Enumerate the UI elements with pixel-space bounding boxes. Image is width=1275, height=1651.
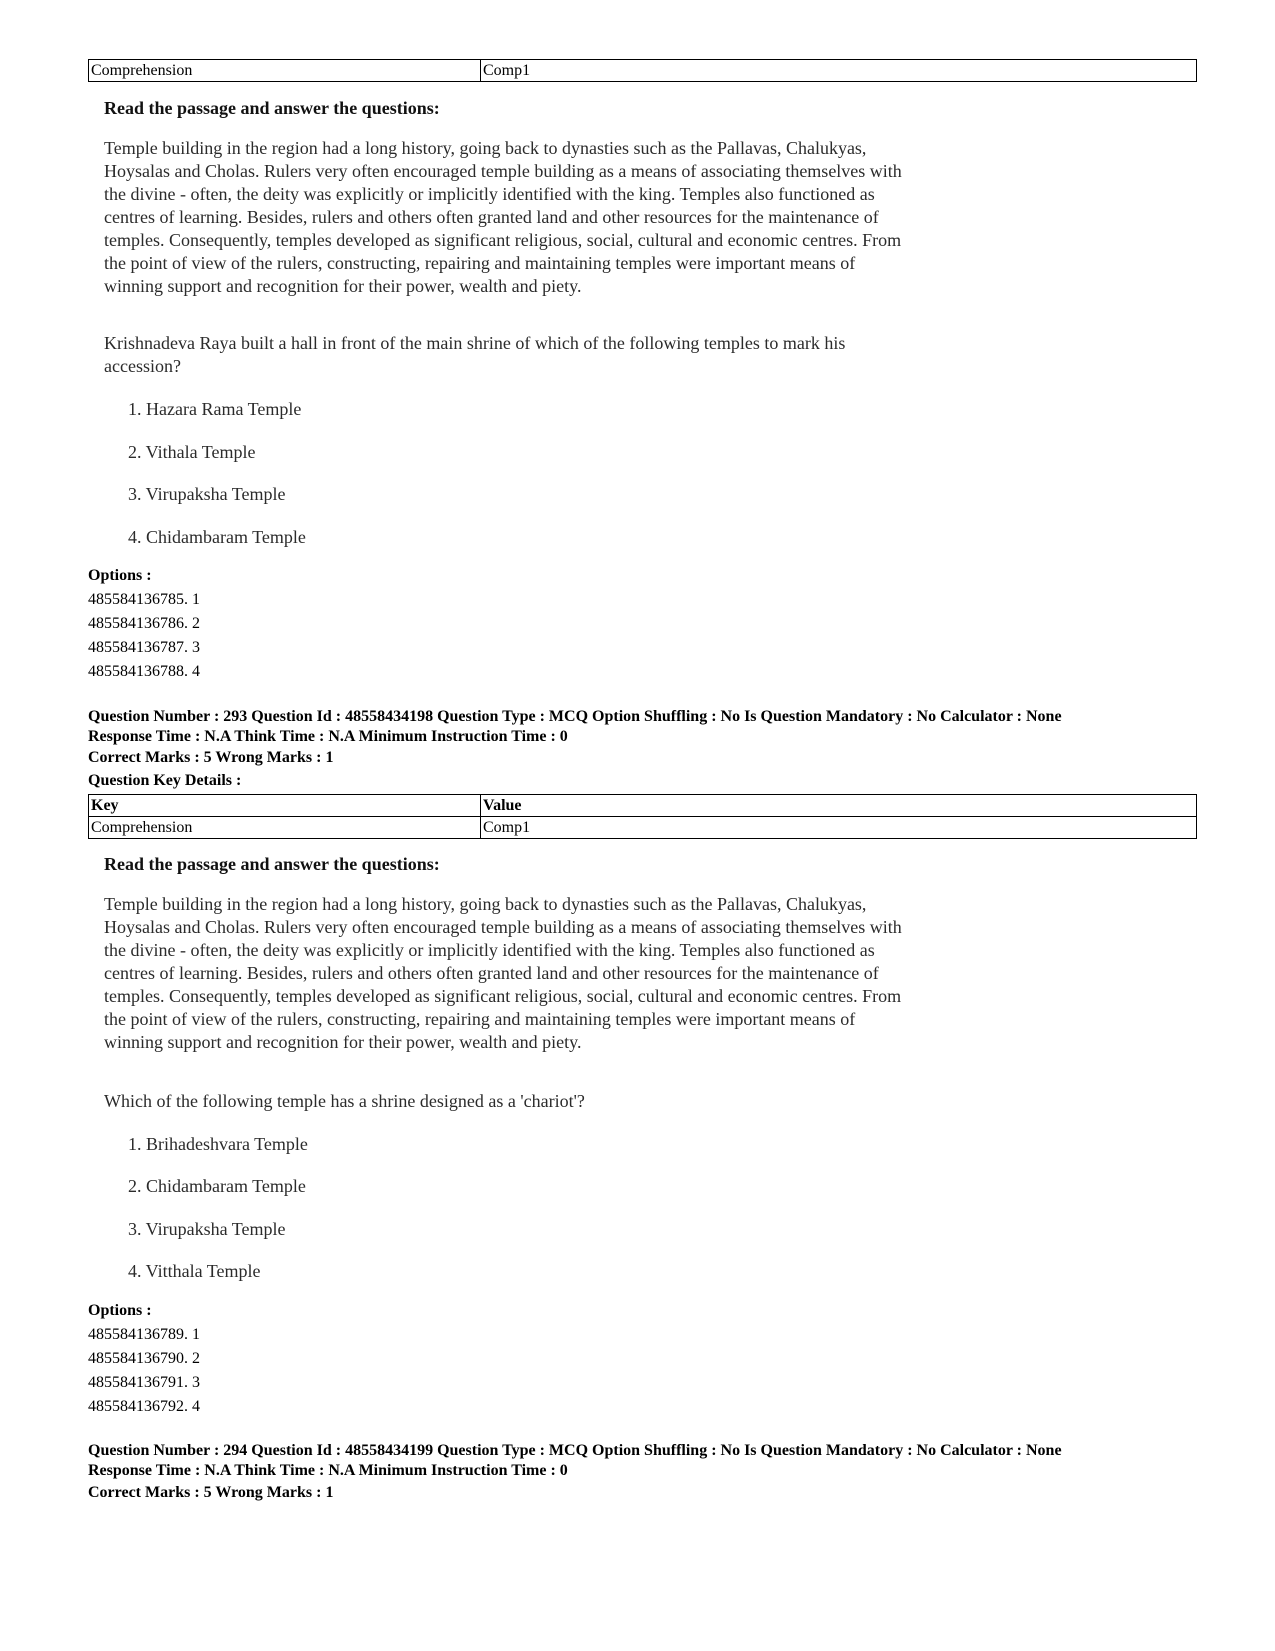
passage-line: the divine - often, the deity was explicitly or implicitly identified with the king. Temples also functioned as [104, 940, 875, 960]
choice-item: 3. Virupaksha Temple [128, 484, 286, 504]
question-text [104, 332, 924, 378]
question-key-table [88, 794, 1197, 839]
option-id: 485584136791. 3 [88, 1374, 200, 1391]
passage-line: Temple building in the region had a long history, going back to dynasties such as the Pallavas, Chalukyas, [104, 894, 867, 914]
passage [104, 97, 1004, 298]
passage-line: Temple building in the region had a long history, going back to dynasties such as the Pallavas, Chalukyas, [104, 138, 867, 158]
passage-heading: Read the passage and answer the questions: [104, 854, 440, 874]
passage-line: temples. Consequently, temples developed as significant religious, social, cultural and economic centres. From [104, 230, 902, 250]
passage-line: the point of view of the rulers, constructing, repairing and maintaining temples were important means of [104, 1009, 856, 1029]
choice-item: 2. Chidambaram Temple [128, 1176, 306, 1196]
question-text: Which of the following temple has a shrine designed as a 'chariot'? [104, 1091, 585, 1111]
table-cell-key: Comprehension [89, 817, 481, 839]
table-header-value: Value [481, 795, 1197, 817]
option-id: 485584136789. 1 [88, 1326, 200, 1343]
passage-line: the divine - often, the deity was explicitly or implicitly identified with the king. Temples also functioned as [104, 184, 875, 204]
question-meta-line: Response Time : N.A Think Time : N.A Minimum Instruction Time : 0 [88, 728, 568, 745]
question-meta [88, 1441, 1248, 1481]
table-cell-key: Comprehension [89, 60, 481, 82]
passage-line: the point of view of the rulers, constructing, repairing and maintaining temples were important means of [104, 253, 856, 273]
option-id: 485584136787. 3 [88, 639, 200, 656]
table-row [89, 60, 1197, 82]
choice-item: 4. Chidambaram Temple [128, 527, 306, 547]
question-meta-line: Question Number : 294 Question Id : 48558434199 Question Type : MCQ Option Shuffling : No Is Question Mandatory : No Calculator : None [88, 1442, 1062, 1459]
passage-body [104, 137, 1004, 298]
passage-line: winning support and recognition for their power, wealth and piety. [104, 1032, 582, 1052]
passage-line: temples. Consequently, temples developed as significant religious, social, cultural and economic centres. From [104, 986, 902, 1006]
choice-item: 1. Brihadeshvara Temple [128, 1134, 308, 1154]
question-line: accession? [104, 356, 181, 376]
choice-item: 4. Vitthala Temple [128, 1261, 261, 1281]
question-meta-line: Question Number : 293 Question Id : 48558434198 Question Type : MCQ Option Shuffling : No Is Question Mandatory : No Calculator : None [88, 708, 1062, 725]
question-line: Krishnadeva Raya built a hall in front of the main shrine of which of the following temples to mark his [104, 333, 846, 353]
passage-line: winning support and recognition for their power, wealth and piety. [104, 276, 582, 296]
options-label: Options : [88, 1302, 152, 1319]
choice-item: 3. Virupaksha Temple [128, 1219, 286, 1239]
choice-item: 1. Hazara Rama Temple [128, 399, 302, 419]
passage-body [104, 893, 1004, 1054]
options-label: Options : [88, 567, 152, 584]
passage-line: centres of learning. Besides, rulers and others often granted land and other resources for the maintenance of [104, 207, 879, 227]
question-meta [88, 707, 1248, 747]
option-id: 485584136786. 2 [88, 615, 200, 632]
table-header-key: Key [89, 795, 481, 817]
table-header-row [89, 795, 1197, 817]
question-meta-line: Response Time : N.A Think Time : N.A Minimum Instruction Time : 0 [88, 1462, 568, 1479]
table-cell-value: Comp1 [481, 817, 1197, 839]
table-cell-value: Comp1 [481, 60, 1197, 82]
question-key-table [88, 59, 1197, 82]
marks-line: Correct Marks : 5 Wrong Marks : 1 [88, 1484, 334, 1501]
key-details-label: Question Key Details : [88, 772, 242, 789]
passage-line: Hoysalas and Cholas. Rulers very often encouraged temple building as a means of associating themselves with [104, 161, 902, 181]
choice-item: 2. Vithala Temple [128, 442, 256, 462]
options-block [88, 564, 200, 684]
option-id: 485584136792. 4 [88, 1398, 200, 1415]
passage-line: centres of learning. Besides, rulers and others often granted land and other resources for the maintenance of [104, 963, 879, 983]
options-block [88, 1299, 200, 1419]
option-id: 485584136790. 2 [88, 1350, 200, 1367]
option-id: 485584136788. 4 [88, 663, 200, 680]
marks-line: Correct Marks : 5 Wrong Marks : 1 [88, 749, 334, 766]
table-row [89, 817, 1197, 839]
passage-line: Hoysalas and Cholas. Rulers very often encouraged temple building as a means of associating themselves with [104, 917, 902, 937]
passage [104, 853, 1004, 1054]
option-id: 485584136785. 1 [88, 591, 200, 608]
passage-heading: Read the passage and answer the questions: [104, 98, 440, 118]
